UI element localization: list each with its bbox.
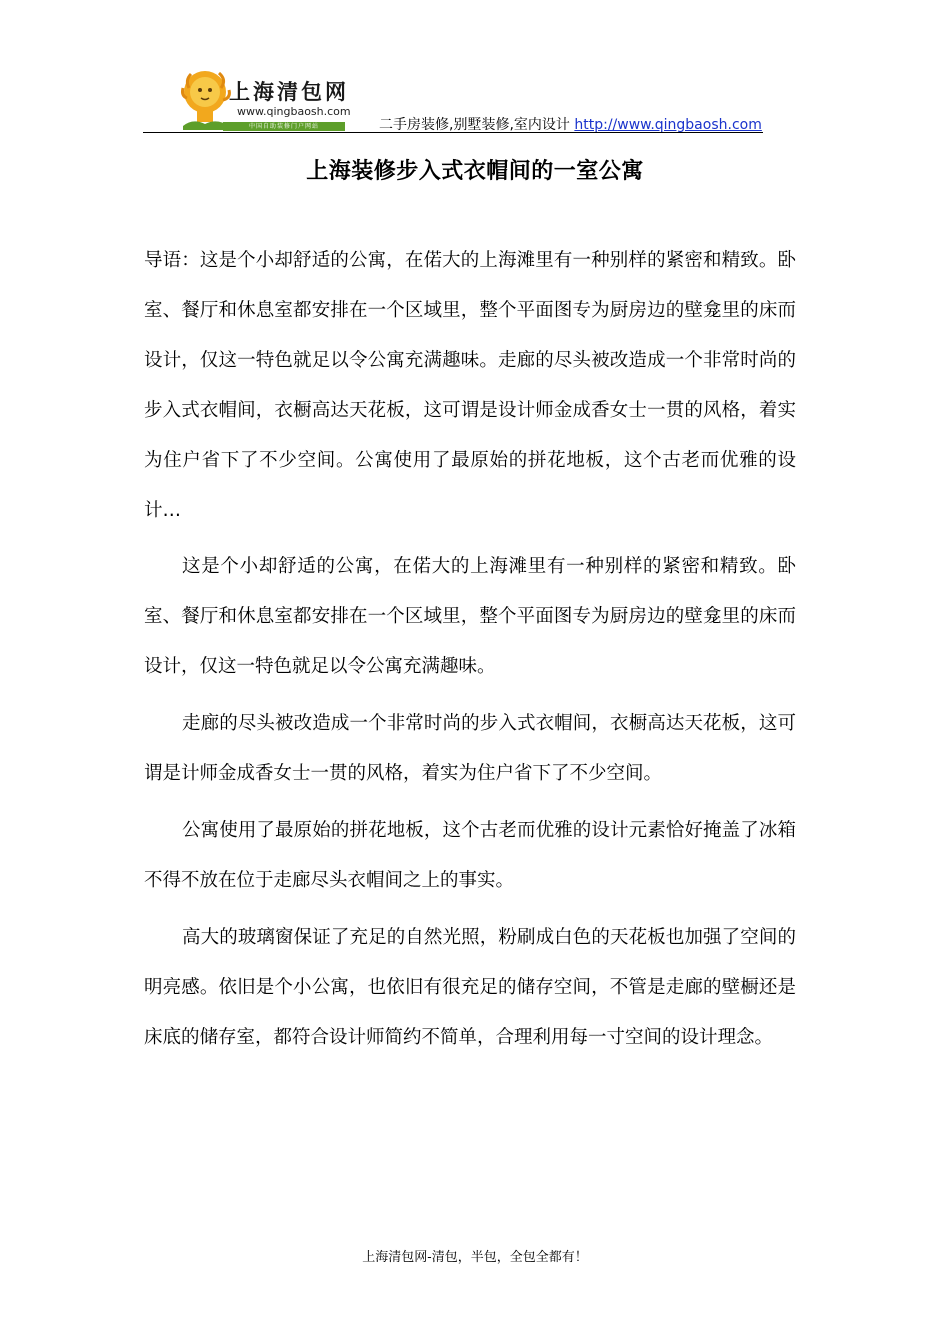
lion-logo-icon bbox=[179, 68, 233, 130]
body-paragraph-1: 这是个小却舒适的公寓，在偌大的上海滩里有一种别样的紧密和精致。卧室、餐厅和休息室都安排在一个区域里，整个平面图专为厨房边的壁龛里的床而设计，仅这一特色就足以令公寓充满趣味。 bbox=[144, 556, 796, 677]
header-tagline bbox=[379, 114, 762, 134]
logo-title: 上海清包网 bbox=[229, 79, 349, 104]
logo-url: www.qingbaosh.com bbox=[237, 105, 351, 118]
logo-band: 中国自助装修门户网站 bbox=[223, 122, 345, 131]
body-paragraph-3: 公寓使用了最原始的拼花地板，这个古老而优雅的设计元素恰好掩盖了冰箱不得不放在位于走廊尽头衣帽间之上的事实。 bbox=[144, 820, 796, 891]
site-link[interactable]: http://www.qingbaosh.com bbox=[574, 117, 762, 133]
header-divider bbox=[143, 132, 763, 133]
page-header bbox=[143, 58, 795, 134]
body-paragraph-4: 高大的玻璃窗保证了充足的自然光照，粉刷成白色的天花板也加强了空间的明亮感。依旧是个小公寓，也依旧有很充足的储存空间，不管是走廊的壁橱还是床底的储存室，都符合设计师简约不简单，合理利用每一寸空间的设计理念。 bbox=[144, 927, 796, 1048]
body-paragraph-2: 走廊的尽头被改造成一个非常时尚的步入式衣帽间，衣橱高达天花板，这可谓是计师金成香女士一贯的风格，着实为住户省下了不少空间。 bbox=[144, 713, 796, 784]
page-title: 上海装修步入式衣帽间的一室公寓 bbox=[306, 159, 644, 184]
site-logo[interactable] bbox=[179, 66, 351, 130]
article-body bbox=[144, 236, 796, 1070]
tagline-text: 二手房装修,别墅装修,室内设计 bbox=[379, 117, 570, 133]
intro-paragraph: 导语：这是个小却舒适的公寓，在偌大的上海滩里有一种别样的紧密和精致。卧室、餐厅和休息室都安排在一个区域里，整个平面图专为厨房边的壁龛里的床而设计，仅这一特色就足以令公寓充满趣味。走廊的尽头被改造成一个非常时尚的步入式衣帽间，衣橱高达天花板，这可谓是设计师金成香女士一贯的风格，着实为住户省下了不少空间。公寓使用了最原始的拼花地板，这个古老而优雅的设计… bbox=[144, 250, 796, 521]
page-footer: 上海清包网-清包，半包，全包全都有！ bbox=[362, 1250, 588, 1265]
